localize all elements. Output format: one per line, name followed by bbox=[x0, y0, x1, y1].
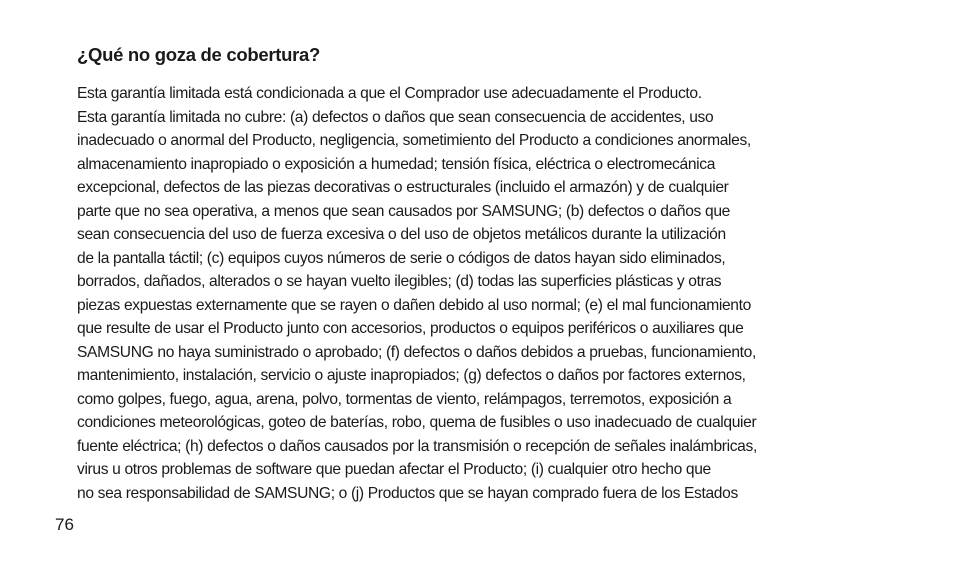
text-line: como golpes, fuego, agua, arena, polvo, tormentas de viento, relámpagos, terremotos, exposición a bbox=[77, 390, 732, 408]
text-line: de la pantalla táctil; (c) equipos cuyos números de serie o códigos de datos hayan sido eliminados, bbox=[77, 249, 726, 267]
body-paragraph bbox=[77, 82, 897, 505]
text-line: virus u otros problemas de software que puedan afectar el Producto; (i) cualquier otro hecho que bbox=[77, 461, 711, 478]
text-line: Esta garantía limitada está condicionada a que el Comprador use adecuadamente el Producto. bbox=[77, 85, 702, 102]
page-number: 76 bbox=[55, 515, 74, 534]
text-line: inadecuado o anormal del Producto, negligencia, sometimiento del Producto a condiciones anormales, bbox=[77, 132, 751, 149]
text-line: condiciones meteorológicas, goteo de baterías, robo, quema de fusibles o uso inadecuado de cualquier bbox=[77, 414, 757, 431]
text-line: mantenimiento, instalación, servicio o ajuste inapropiados; (g) defectos o daños por factores externos, bbox=[77, 367, 746, 384]
text-line: excepcional, defectos de las piezas decorativas o estructurales (incluido el armazón) y de cualquier bbox=[77, 179, 729, 196]
text-line: que resulte de usar el Producto junto con accesorios, productos o equipos periféricos o auxiliares que bbox=[77, 320, 744, 337]
text-line: parte que no sea operativa, a menos que sean causados por SAMSUNG; (b) defectos o daños que bbox=[77, 202, 730, 220]
text-line: piezas expuestas externamente que se rayen o dañen debido al uso normal; (e) el mal funcionamiento bbox=[77, 296, 751, 314]
text-line: Esta garantía limitada no cubre: (a) defectos o daños que sean consecuencia de accidentes, uso bbox=[77, 108, 714, 126]
text-line: SAMSUNG no haya suministrado o aprobado; (f) defectos o daños debidos a pruebas, funcionamiento, bbox=[77, 343, 756, 361]
text-line: sean consecuencia del uso de fuerza excesiva o del uso de objetos metálicos durante la utilización bbox=[77, 226, 726, 243]
text-line: borrados, dañados, alterados o se hayan vuelto ilegibles; (d) todas las superficies plásticas y otras bbox=[77, 273, 722, 290]
text-line: almacenamiento inapropiado o exposición a humedad; tensión física, eléctrica o electromecánica bbox=[77, 155, 716, 173]
text-line: no sea responsabilidad de SAMSUNG; o (j) Productos que se hayan comprado fuera de los Estados bbox=[77, 484, 738, 502]
text-line: fuente eléctrica; (h) defectos o daños causados por la transmisión o recepción de señales inalámbricas, bbox=[77, 437, 757, 455]
section-heading: ¿Qué no goza de cobertura? bbox=[77, 44, 320, 65]
